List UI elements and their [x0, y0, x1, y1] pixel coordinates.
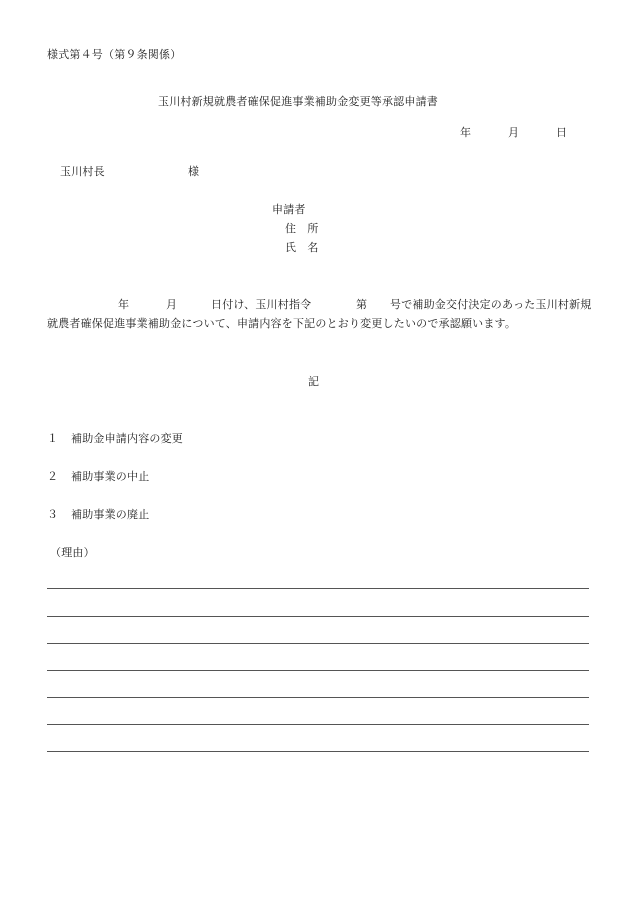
- date-year: 年: [460, 126, 472, 139]
- reason-line: [47, 697, 589, 698]
- body-day-clause: 日付け、玉川村指令: [211, 298, 312, 311]
- item-label: 補助事業の中止: [71, 470, 150, 483]
- reason-line: [47, 724, 589, 725]
- addressee-name: 玉川村長: [60, 165, 105, 178]
- item-number: ２: [47, 470, 59, 483]
- body-second-line: 就農者確保促進事業補助金について、申請内容を下記のとおり変更したいので承認願います。: [47, 317, 517, 330]
- form-number-label: 様式第４号（第９条関係）: [47, 48, 182, 61]
- item-number: ３: [47, 508, 59, 521]
- applicant-name-label: 氏 名: [285, 241, 319, 254]
- item-number: １: [47, 432, 59, 445]
- body-year: 年: [118, 298, 130, 311]
- document-title: 玉川村新規就農者確保促進事業補助金変更等承認申請書: [158, 95, 438, 108]
- reason-label: （理由）: [50, 546, 95, 559]
- reason-line: [47, 751, 589, 752]
- date-month: 月: [508, 126, 520, 139]
- reason-line: [47, 643, 589, 644]
- date-day: 日: [556, 126, 568, 139]
- item-label: 補助事業の廃止: [71, 508, 150, 521]
- ki-heading: 記: [308, 375, 320, 388]
- reason-line: [47, 588, 589, 589]
- reason-line: [47, 616, 589, 617]
- body-clause-rest: 号で補助金交付決定のあった玉川村新規: [390, 298, 592, 311]
- addressee-honorific: 様: [188, 165, 200, 178]
- applicant-address-label: 住 所: [285, 222, 319, 235]
- reason-line: [47, 670, 589, 671]
- item-label: 補助金申請内容の変更: [71, 432, 183, 445]
- body-month: 月: [166, 298, 178, 311]
- body-number-prefix: 第: [356, 298, 368, 311]
- applicant-heading: 申請者: [272, 203, 306, 216]
